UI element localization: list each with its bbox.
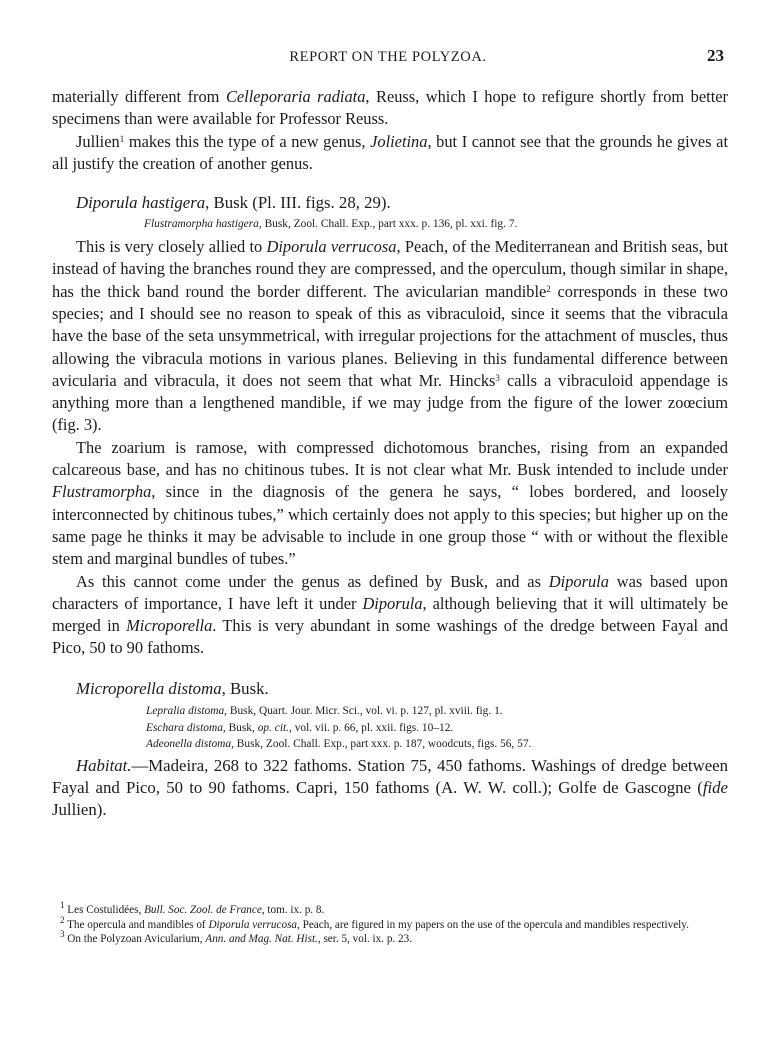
text-run: calls a vibraculoid appendage is anything more than a lengthened mandible, if we may judge from the figure of the lower zoœcium (fig. 3).	[52, 370, 728, 435]
synonym-name: Lepralia distoma	[146, 705, 225, 718]
footnote-ref: 2	[546, 283, 551, 294]
synonym-reference-italic: op. cit.	[257, 721, 290, 734]
synonym-line	[144, 216, 728, 233]
taxon-name: Flustramorpha	[52, 482, 152, 502]
text-run: On the Polyzoan Avicularium,	[64, 933, 206, 946]
text-run: was based upon characters of importance, I have left it under	[52, 571, 728, 613]
text-run: The opercula and mandibles of	[64, 918, 209, 931]
journal-title: Bull. Soc. Zool. de France	[144, 904, 262, 916]
habitat-label: Habitat.	[76, 755, 132, 775]
taxon-name: Microporella	[126, 616, 213, 636]
footnote-ref: 3	[495, 372, 500, 383]
page-number: 23	[707, 46, 724, 65]
species-authority: , Busk (Pl. III. figs. 28, 29).	[205, 193, 391, 213]
text-run: Les Costulidées,	[64, 904, 145, 916]
paragraph-jullien	[52, 131, 728, 176]
footnote-mark: 2	[60, 914, 65, 925]
text-run: , tom. ix. p. 8.	[261, 904, 325, 916]
footnote-3	[52, 929, 728, 947]
text-run: , Peach, of the Mediterranean and British seas, but instead of having the branches round they are compressed, and the operculum, though similar in shape, has the thick band round the border different. The avicularian mandible	[52, 237, 728, 301]
text-run: Jullien	[76, 131, 120, 151]
section-spacer	[52, 660, 728, 674]
text-run: materially different from	[52, 87, 226, 106]
synonym-line	[146, 720, 728, 737]
paragraph-description	[52, 236, 728, 437]
synonym-reference: , Busk,	[222, 721, 258, 734]
text-run: The zoarium is ramose, with compressed dichotomous branches, rising from an expanded calcareous base, and has no chitinous tubes. It is not clear what Mr. Busk intended to include under	[52, 437, 728, 480]
paragraph-zoarium	[52, 437, 728, 571]
synonym-reference: , vol. vii. p. 66, pl. xxii. figs. 10–12.	[289, 721, 454, 734]
taxon-name: Diporula verrucosa	[266, 237, 397, 257]
running-title: REPORT ON THE POLYZOA.	[289, 49, 487, 65]
journal-title: Ann. and Mag. Nat. Hist.	[205, 933, 318, 946]
species-heading	[52, 192, 728, 214]
synonym-reference: , Busk, Zool. Chall. Exp., part xxx. p. 136, pl. xxi. fig. 7.	[258, 218, 518, 231]
synonym-name: Flustramorpha hastigera	[144, 218, 259, 231]
paragraph-genus	[52, 571, 728, 660]
paragraph-habitat	[52, 755, 728, 822]
taxon-name: Diporula verrucosa	[208, 918, 298, 931]
synonym-line	[146, 736, 728, 753]
text-run: This is very closely allied to	[76, 237, 267, 257]
taxon-name: Diporula	[548, 571, 609, 591]
text-run: —Madeira, 268 to 322 fathoms. Station 75, 450 fathoms. Washings of dredge between Fayal and Pico, 50 to 90 fathoms. Capri, 150 fathoms (A. W. W. coll.); Golfe de Gascogne (	[52, 755, 728, 798]
species-authority: , Busk.	[221, 678, 269, 698]
text-run: . This is very abundant in some washings of the dredge between Fayal and Pico, 50 to 90 fathoms.	[52, 616, 728, 658]
text-run: makes this the type of a new genus,	[124, 131, 371, 151]
main-text	[52, 86, 728, 822]
text-run-italic: fide	[702, 778, 728, 798]
text-run: , Reuss, which I hope to refigure shortly from better specimens than were available for Professor Reuss.	[52, 87, 728, 129]
text-run: , but I cannot see that the grounds he gives at all justify the creation of another genus.	[52, 131, 728, 173]
species-name: Microporella distoma	[76, 678, 222, 698]
paragraph-continuation	[52, 86, 728, 131]
footnote-mark: 3	[60, 929, 65, 940]
footnote-ref: 1	[119, 133, 125, 144]
text-run: , since in the diagnosis of the genera he says, “ lobes bordered, and loosely interconnected by chitinous tubes,” which certainly does not apply to this species; but higher up on the same page he thinks it may be advisable to include in one group those “ with or without the flexible stem and marginal bundles of tubes.”	[52, 482, 728, 569]
synonym-list	[146, 703, 728, 753]
synonym-reference: , Busk, Quart. Jour. Micr. Sci., vol. vi. p. 127, pl. xviii. fig. 1.	[224, 705, 503, 718]
taxon-name: Celleporaria radiata	[225, 87, 366, 106]
text-run: corresponds in these two species; and I should see no reason to speak of this as vibraculoid, since it seems that the vibracula have the base of the seta unsymmetrical, with irregular projections for the attachment of muscles, thus allowing the vibracula motions in various planes. Believing in this fundamental difference between avicularia and vibracula, it does not seem that what Mr. Hincks	[52, 281, 729, 390]
footnote-1	[52, 900, 728, 918]
footnote-mark: 1	[60, 900, 65, 910]
footnotes	[52, 900, 728, 947]
text-run: As this cannot come under the genus as defined by Busk, and as	[76, 571, 549, 591]
synonym-line	[146, 703, 728, 720]
taxon-name: Diporula	[362, 593, 423, 613]
page-header	[52, 46, 724, 68]
species-name: Diporula hastigera	[76, 193, 206, 213]
taxon-name: Jolietina	[370, 131, 428, 151]
synonym-name: Adeonella distoma	[146, 738, 232, 751]
text-run: , Peach, are figured in my papers on the use of the opercula and mandibles respectively.	[297, 918, 689, 931]
text-run: Jullien).	[52, 800, 107, 820]
footnote-2	[52, 914, 728, 933]
text-run: , although believing that it will ultimately be merged in	[52, 593, 728, 636]
text-run: , ser. 5, vol. ix. p. 23.	[317, 933, 413, 946]
synonym-reference: , Busk, Zool. Chall. Exp., part xxx. p. 187, woodcuts, figs. 56, 57.	[231, 738, 532, 751]
species-heading	[52, 678, 728, 700]
synonym-name: Eschara distoma	[146, 721, 223, 734]
